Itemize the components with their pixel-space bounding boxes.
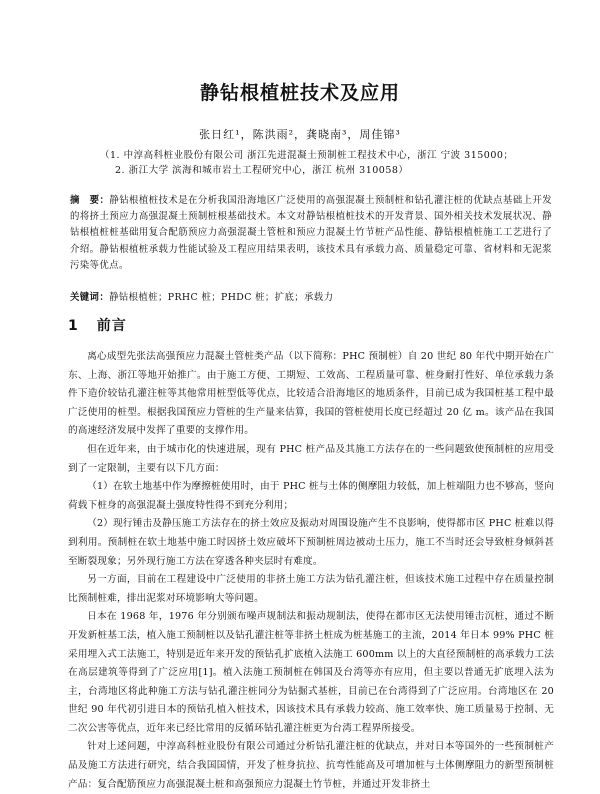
paragraph: （1）在软土地基中作为摩擦桩使用时，由于 PHC 桩与土体的侧摩阻力较低，加上桩端阻力也不够高，竖向荷载下桩身的高强混凝土强度特性得不到充分利用； bbox=[68, 481, 554, 511]
paragraph: 日本在 1968 年，1976 年分别颁布噪声规制法和振动规制法，使得在都市区无法使用锤击沉桩，通过不断开发新桩基工法，植入施工预制桩以及钻孔灌注桩等非挤土桩成为桩基施工的主流，2014 年日本 99% PHC 桩采用埋入式工法施工，特别是近年来开发的预钻孔扩底植入法施工 600mm 以上的大直径预制桩的高承载力工法在高层建筑等得到了广泛应用[1]。植入法施工预制桩在韩国及台湾等亦有应用，但主要以普通无扩底埋入法为主，台湾地区将此种施工方法与钻孔灌注桩同分为钻掘式基桩，目前已在台湾得到了广泛应用。台湾地区在 20 世纪 90 年代初引进日本的预钻孔植入桩技术，因该技术具有承载力较高、施工效率快、施工质量易于控制、无二次公害等优点，近年来已经比常用的反循环钻孔灌注桩更为台湾工程界所接受。 bbox=[68, 611, 554, 734]
paper-title: 静钻根植桩技术及应用 bbox=[199, 82, 400, 104]
paragraph: 离心成型先张法高强预应力混凝土管桩类产品（以下简称：PHC 预制桩）自 20 世纪 80 年代中期开始在广东、上海、浙江等地开始推广。由于施工方便、工期短、工效高、工程质量可靠、桩身耐打性好、单位承载力条件下造价较钻孔灌注桩等其他常用桩型低等优点，比较适合沿海地区的地质条件，目前已成为我国桩基工程中最广泛使用的桩型。根据我国预应力管桩的生产量来估算，我国的管桩使用长度已经超过 20 亿 m。该产品在我国的高速经济发展中发挥了重要的支撑作用。 bbox=[68, 351, 554, 437]
section-number: 1 bbox=[68, 318, 79, 334]
author-list: 张日红¹，陈洪雨²，龚晓南³，周佳锦³ bbox=[199, 128, 401, 141]
keywords bbox=[70, 289, 552, 303]
paragraph: 针对上述问题，中淳高科桩业股份有限公司通过分析钻孔灌注桩的优缺点，并对日本等国外的一些预制桩产品及施工方法进行研究，结合我国国情，开发了桩身抗拉、抗弯性能高及可增加桩与土体侧摩阻力的新型预制桩产品：复合配筋预应力高强混凝土桩和高强预应力混凝土竹节桩，并通过开发非挤土 bbox=[68, 741, 554, 790]
paragraph: （2）现行锤击及静压施工方法存在的挤土效应及振动对周围设施产生不良影响，使得都市区 PHC 桩难以得到利用。预制桩在软土地基中施工时因挤土效应破坏下预制桩周边被动土压力，施工不当时还会导致桩身倾斜甚至断裂现象；另外现行施工方法在穿透各种夹层时有难度。 bbox=[68, 518, 554, 567]
abstract bbox=[70, 193, 552, 274]
keywords-text: 静钻根植桩；PRHC 桩；PHDC 桩；扩底；承载力 bbox=[109, 292, 334, 303]
body-text bbox=[68, 348, 554, 794]
paragraph: 另一方面，目前在工程建设中广泛使用的非挤土施工方法为钻孔灌注桩，但该技术施工过程中存在质量控制比预制桩难，排出泥浆对环境影响大等问题。 bbox=[68, 574, 554, 604]
keywords-label: 关键词： bbox=[70, 292, 110, 303]
affiliation-2: 2. 浙江大学 滨海和城市岩土工程研究中心，浙江 杭州 310058） bbox=[115, 165, 409, 176]
section-heading bbox=[68, 315, 127, 335]
section-title: 前言 bbox=[96, 318, 127, 334]
affiliation-1: （1. 中淳高科桩业股份有限公司 浙江先进混凝土预制桩工程技术中心，浙江 宁波 315000； bbox=[100, 150, 514, 161]
abstract-label: 摘 要： bbox=[70, 195, 110, 206]
paragraph: 但在近年来，由于城市化的快速进展，现有 PHC 桩产品及其施工方法存在的一些问题致使预制桩的应用受到了一定限制，主要有以下几方面： bbox=[68, 443, 554, 474]
abstract-text: 静钻根植桩技术是在分析我国沿海地区广泛使用的高强混凝土预制桩和钻孔灌注桩的优缺点基础上开发的将挤土预应力高强混凝土预制桩根基础技术。本文对静钻根植桩技术的开发背景、国外相关技术发展状况、静钻根植桩桩基础用复合配筋预应力高强混凝土管桩和预应力混凝土竹节桩产品性能、静钻根植桩施工工艺进行了介绍。静钻根植桩承载力性能试验及工程应用结果表明，该技术具有承载力高、质量稳定可靠、省材料和无泥浆污染等优点。 bbox=[70, 195, 552, 271]
